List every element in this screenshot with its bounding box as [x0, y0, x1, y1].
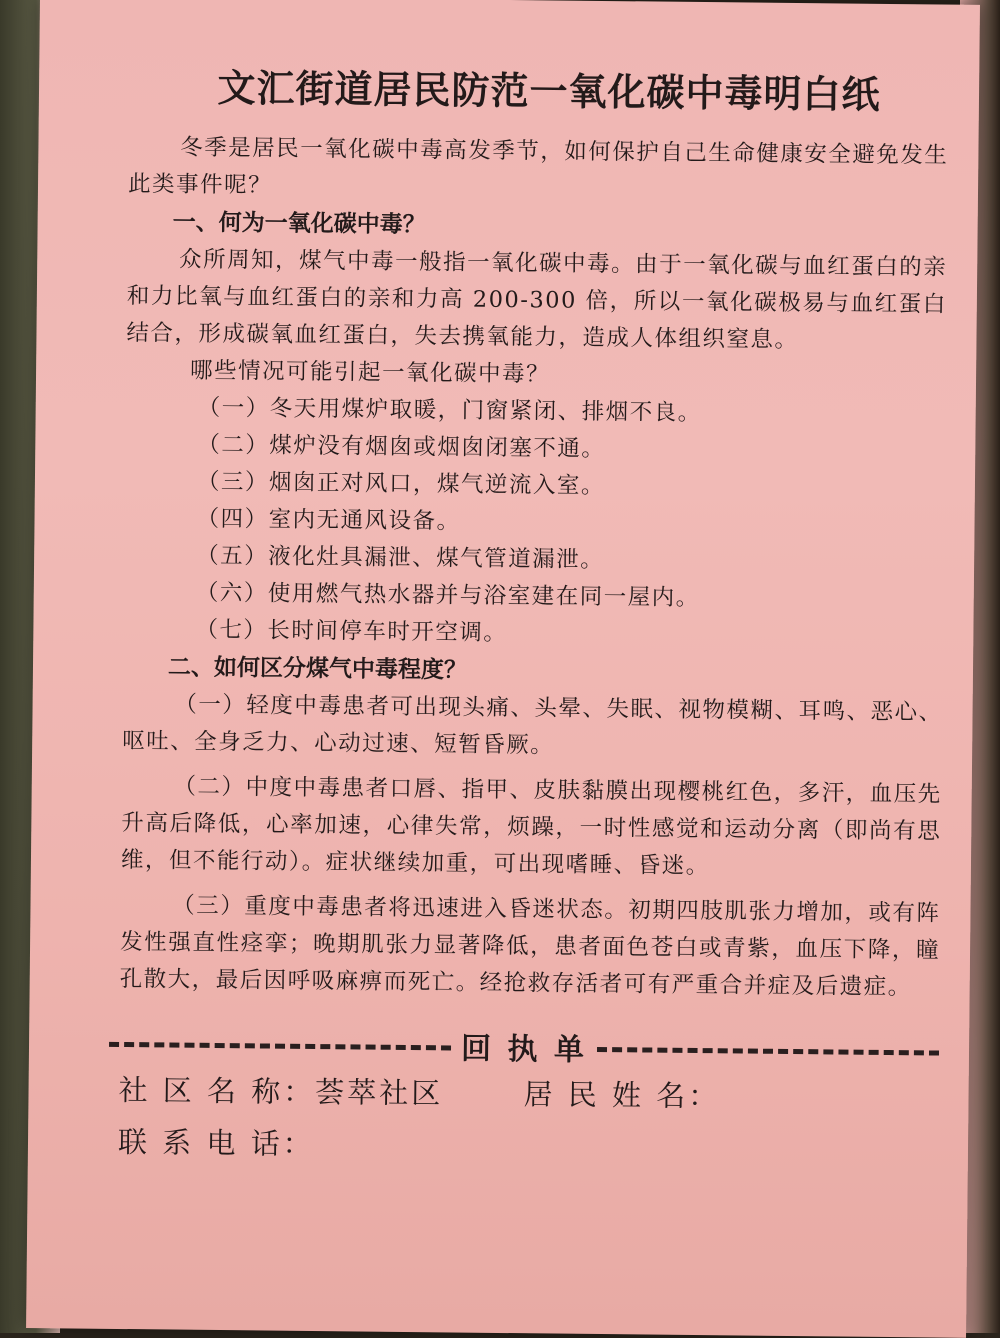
- section-1-heading: 一、何为一氧化碳中毒？: [172, 209, 426, 239]
- cause-item-4: （四）室内无通风设备。: [196, 505, 461, 535]
- dashed-line-right: [597, 1046, 939, 1055]
- cause-item-5: （五）液化灶具漏泄、煤气管道漏泄。: [196, 542, 605, 574]
- document-title: 文汇街道居民防范一氧化碳中毒明白纸: [217, 65, 881, 117]
- section-1-paragraph: 众所周知，煤气中毒一般指一氧化碳中毒。由于一氧化碳与血红蛋白的亲和力比氧与血红蛋白的亲和力高 200-300 倍，所以一氧化碳极易与血红蛋白结合，形成碳氧血红蛋白，失去携氧能力，造成人体组织窒息。: [126, 246, 948, 354]
- receipt-section: [118, 1020, 940, 1177]
- receipt-row-1: [118, 1064, 938, 1125]
- community-value: 荟萃社区: [315, 1075, 444, 1111]
- document-content: [118, 56, 950, 1177]
- severity-moderate: （二）中度中毒患者口唇、指甲、皮肤黏膜出现樱桃红色，多汗，血压先升高后降低，心率加速，心律失常，烦躁，一时性感觉和运动分离（即尚有思维，但不能行动）。症状继续加重，可出现嗜睡、昏迷。: [120, 773, 942, 880]
- severity-mild: （一）轻度中毒患者可出现头痛、头晕、失眠、视物模糊、耳鸣、恶心、呕吐、全身乏力、心动过速、短暂昏厥。: [122, 691, 943, 759]
- severity-severe: （三）重度中毒患者将迅速进入昏迷状态。初期四肢肌张力增加，或有阵发性强直性痉挛；晚期肌张力显著降低，患者面色苍白或青紫，血压下降，瞳孔散大，最后因呼吸麻痹而死亡。经抢救存活者可有严重合并症及后遗症。: [119, 892, 941, 1001]
- section-1-question: 哪些情况可能引起一氧化碳中毒？: [189, 357, 551, 388]
- intro-paragraph: 冬季是居民一氧化碳中毒高发季节，如何保护自己生命健康安全避免发生此类事件呢？: [127, 134, 949, 199]
- cause-item-3: （三）烟囱正对风口，煤气逆流入室。: [196, 468, 606, 500]
- cause-item-2: （二）煤炉没有烟囱或烟囱闭塞不通。: [197, 431, 606, 463]
- paper-sheet: [26, 0, 980, 1338]
- resident-name-label: 居 民 姓 名：: [523, 1077, 721, 1114]
- cause-item-1: （一）冬天用煤炉取暖，门窗紧闭、排烟不良。: [197, 394, 702, 427]
- community-label: 社 区 名 称：: [118, 1072, 316, 1110]
- cause-item-7: （七）长时间停车时开空调。: [195, 616, 508, 647]
- receipt-row-2: [118, 1116, 938, 1177]
- cause-item-6: （六）使用燃气热水器并与浴室建在同一屋内。: [195, 579, 700, 612]
- receipt-title: 回 执 单: [460, 1031, 588, 1068]
- phone-label: 联 系 电 话：: [117, 1124, 315, 1162]
- dashed-line-left: [109, 1041, 451, 1050]
- section-2-heading: 二、如何区分煤气中毒程度？: [167, 654, 468, 684]
